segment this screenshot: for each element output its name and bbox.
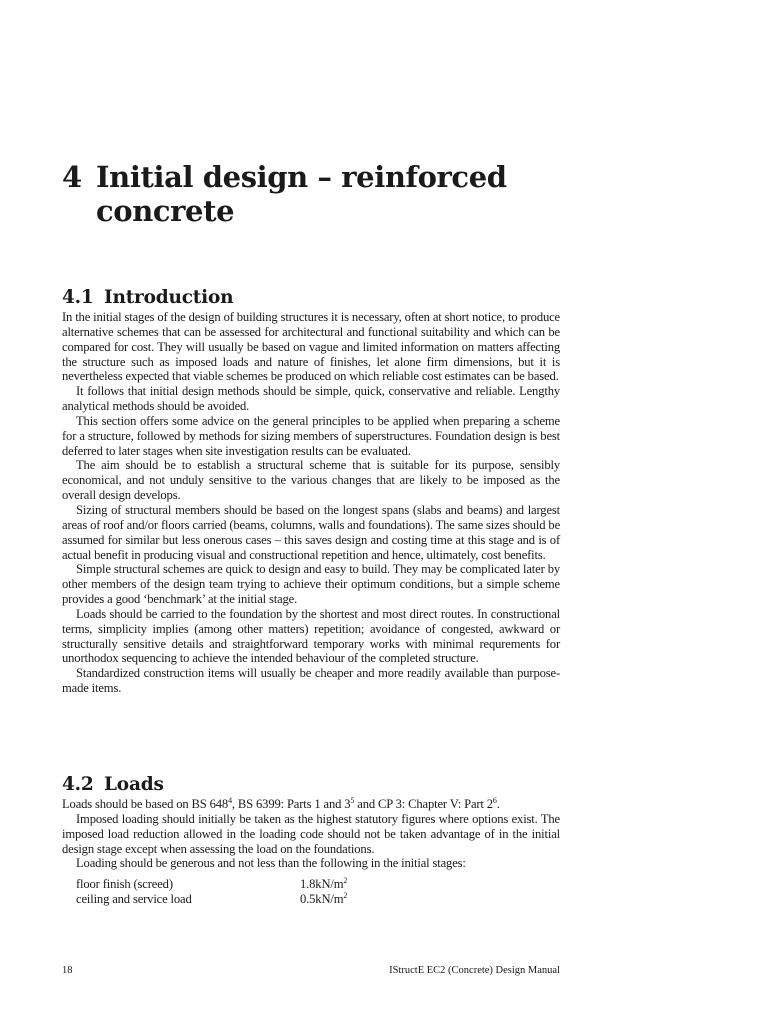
paragraph: Sizing of structural members should be based on the longest spans (slabs and beams) and largest areas of roof and/or floors carried (beams, columns, walls and foundations). The same sizes should be assumed for similar but less onerous cases – this saves design and costing time at this stage and is of actual benefit in producing visual and constructional repetition and hence, ultimately, cost benefits. bbox=[62, 502, 561, 562]
page-footer bbox=[62, 965, 560, 979]
paragraph: Loads should be carried to the foundation by the shortest and most direct routes. In constructional terms, simplicity implies (among other matters) repetition; avoidance of congested, awkward or structurally sensitive details and straightforward temporary works with minimal requrements for unorthodox sequencing to achieve the intended behaviour of the completed structure. bbox=[62, 606, 560, 666]
reference-superscript: 4 bbox=[228, 795, 232, 805]
running-footer-title: IStructE EC2 (Concrete) Design Manual bbox=[389, 965, 560, 976]
section-title: Loads bbox=[104, 774, 164, 795]
intro-text: , BS 6399: Parts 1 and 3 bbox=[231, 797, 351, 811]
table-row bbox=[62, 877, 347, 892]
chapter-number: 4 bbox=[62, 160, 82, 194]
paragraph: Simple structural schemes are quick to design and easy to build. They may be complicated later by other members of the design team trying to achieve their optimum conditions, but a simple scheme provides a good ‘benchmark’ at the initial stage. bbox=[62, 562, 560, 607]
page-number: 18 bbox=[62, 965, 73, 976]
introduction-body bbox=[62, 310, 560, 696]
paragraph: In the initial stages of the design of building structures it is necessary, often at short notice, to produce alternative schemes that can be assessed for architectural and functional suitability and which can be compared for cost. They will usually be based on vague and limited information on matters affecting the structure such as imposed loads and nature of finishes, let alone firm dimensions, but it is nevertheless expected that viable schemes be produced on which reliable cost estimates can be based. bbox=[62, 310, 560, 384]
load-item: ceiling and service load bbox=[76, 892, 192, 907]
section-number: 4.1 bbox=[62, 287, 94, 308]
chapter-title-line1: Initial design – reinforced bbox=[96, 160, 507, 194]
load-value-text: 1.8kN/m bbox=[300, 877, 344, 892]
load-value bbox=[300, 892, 347, 907]
unit-superscript: 2 bbox=[343, 891, 348, 901]
chapter-title-line2: concrete bbox=[96, 194, 235, 228]
reference-superscript: 5 bbox=[350, 795, 355, 805]
paragraph: It follows that initial design methods should be simple, quick, conservative and reliable. Lengthy analytical methods should be avoided. bbox=[62, 384, 560, 414]
load-table bbox=[62, 877, 347, 907]
table-row bbox=[62, 892, 347, 907]
section-title: Introduction bbox=[104, 287, 234, 308]
loads-body bbox=[62, 797, 560, 907]
paragraph: Standardized construction items will usually be cheaper and more readily available than purpose-made items. bbox=[62, 666, 560, 696]
unit-superscript: 2 bbox=[343, 876, 348, 886]
paragraph: The aim should be to establish a structural scheme that is suitable for its purpose, sensibly economical, and not unduly sensitive to the various changes that are likely to be imposed as the overall design develops. bbox=[62, 458, 560, 503]
section-heading-introduction bbox=[62, 286, 233, 310]
section-number: 4.2 bbox=[62, 774, 94, 795]
load-value bbox=[300, 877, 347, 892]
paragraph: This section offers some advice on the general principles to be applied when preparing a scheme for a structure, followed by methods for sizing members of superstructures. Foundation design is best deferred to later stages when site investigation results can be evaluated. bbox=[62, 413, 560, 458]
loads-intro-paragraph bbox=[62, 797, 560, 812]
load-item: floor finish (screed) bbox=[76, 877, 173, 892]
intro-text: and CP 3: Chapter V: Part 2 bbox=[354, 797, 493, 811]
chapter-title bbox=[62, 160, 507, 228]
paragraph: Loading should be generous and not less than the following in the initial stages: bbox=[76, 856, 466, 871]
intro-text: . bbox=[496, 797, 500, 811]
reference-superscript: 6 bbox=[492, 795, 497, 805]
section-heading-loads bbox=[62, 773, 164, 797]
intro-text: Loads should be based on BS 648 bbox=[62, 797, 229, 811]
load-value-text: 0.5kN/m bbox=[300, 892, 344, 907]
paragraph: Imposed loading should initially be taken as the highest statutory figures where options exist. The imposed load reduction allowed in the loading code should not be taken advantage of in the initial design stage except when assessing the load on the foundations. bbox=[62, 811, 560, 856]
